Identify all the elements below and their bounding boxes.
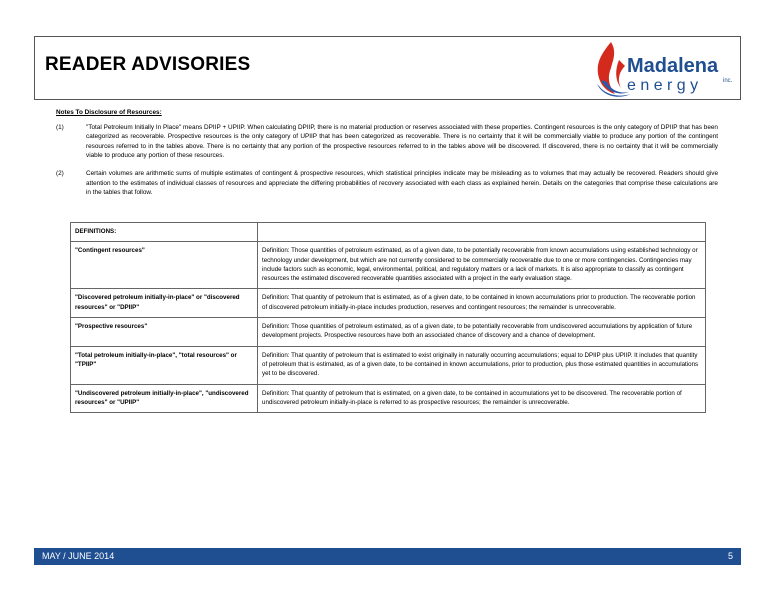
madalena-logo xyxy=(571,38,741,100)
definitions-header-blank xyxy=(258,223,706,242)
notes-section xyxy=(56,108,718,206)
note-number: (2) xyxy=(56,169,64,177)
definition-text: Definition: That quantity of petroleum that is estimated, on a given date, to be contained in accumulations yet to be discovered. The recoverable portion of undiscovered petroleum initially-in-place is referred to as prospective resources; the remainder is unrecoverable. xyxy=(258,384,706,413)
table-row xyxy=(71,384,706,413)
definition-text: Definition: Those quantities of petroleum estimated, as of a given date, to be potentially recoverable from known accumulations using established technology or technology under development, but which are not currently considered to be commercially recoverable due to one or more contingencies. Contingencies may include factors such as economic, legal, environmental, political, and regulatory matters or a lack of markets. It is also appropriate to classify as contingent resources the estimated discovered recoverable quantities associated with a project in the early evaluation stage. xyxy=(258,242,706,289)
header-frame xyxy=(34,36,741,100)
definition-term: "Contingent resources" xyxy=(71,242,258,289)
footer-bar xyxy=(34,548,741,565)
definition-term: "Undiscovered petroleum initially-in-place", "undiscovered resources" or "UPIIP" xyxy=(71,384,258,413)
definitions-header: DEFINITIONS: xyxy=(71,223,258,242)
definition-text: Definition: That quantity of petroleum that is estimated to exist originally in naturally occurring accumulations; equal to DPIIP plus UPIIP. It includes that quantity of petroleum that is estimated, as of a given date, to be contained in known accumulations, prior to production, plus those estimated quantities in accumulations yet to be discovered. xyxy=(258,346,706,384)
flame-icon xyxy=(597,42,631,97)
note-item xyxy=(56,169,718,198)
page-title: READER ADVISORIES xyxy=(45,54,251,75)
note-text: Certain volumes are arithmetic sums of multiple estimates of contingent & prospective resources, which statistical principles indicate may be misleading as to volumes that may actually be recovered. Readers should give attention to the estimates of individual classes of resources and appreciate the differing probabilities of recovery associated with each class as explained herein. Details on the categories that comprise these calculations are in the tables that follow. xyxy=(86,169,718,197)
definition-text: Definition: Those quantities of petroleum estimated, as of a given date, to be potentially recoverable from undiscovered accumulations by application of future development projects. Prospective resources have both an associated chance of discovery and a chance of development. xyxy=(258,318,706,347)
definition-term: "Discovered petroleum initially-in-place" or "discovered resources" or "DPIIP" xyxy=(71,289,258,318)
logo-brand: Madalena xyxy=(627,55,719,77)
definition-text: Definition: That quantity of petroleum that is estimated, as of a given date, to be contained in known accumulations prior to production. The recoverable portion of discovered petroleum initially-in-place includes production, reserves and contingent resources; the remainder is unrecoverable. xyxy=(258,289,706,318)
page-number: 5 xyxy=(727,551,733,561)
note-item xyxy=(56,123,718,161)
table-header-row xyxy=(71,223,706,242)
table-row xyxy=(71,318,706,347)
footer-date: MAY / JUNE 2014 xyxy=(42,551,115,561)
notes-title: Notes To Disclosure of Resources: xyxy=(56,109,162,116)
definition-term: "Prospective resources" xyxy=(71,318,258,347)
logo-sub: e n e r g y xyxy=(627,77,699,94)
table-row xyxy=(71,242,706,289)
note-text: "Total Petroleum Initially In Place" means DPIIP + UPIIP. When calculating DPIIP, there is no material production or reserves associated with these properties. Contingent resources is the only category of DPIIP that has been categorized as recoverable. Prospective resources is the only category of UPIIP that has been categorized as recoverable. There is no certainty that it will be commercially viable to produce any portion of the contingent resources referred to in the tables above. There is no certainty that any portion of the prospective resources referred to in the tables above will be discovered. If discovered, there is no certainty that it will be commercially viable to produce any portion of these resources. xyxy=(86,123,718,160)
table-row xyxy=(71,289,706,318)
note-number: (1) xyxy=(56,123,64,131)
table-row xyxy=(71,346,706,384)
definition-term: "Total petroleum initially-in-place", "total resources" or "TPIIP" xyxy=(71,346,258,384)
logo-suffix: inc. xyxy=(723,78,733,84)
definitions-table xyxy=(70,222,706,413)
